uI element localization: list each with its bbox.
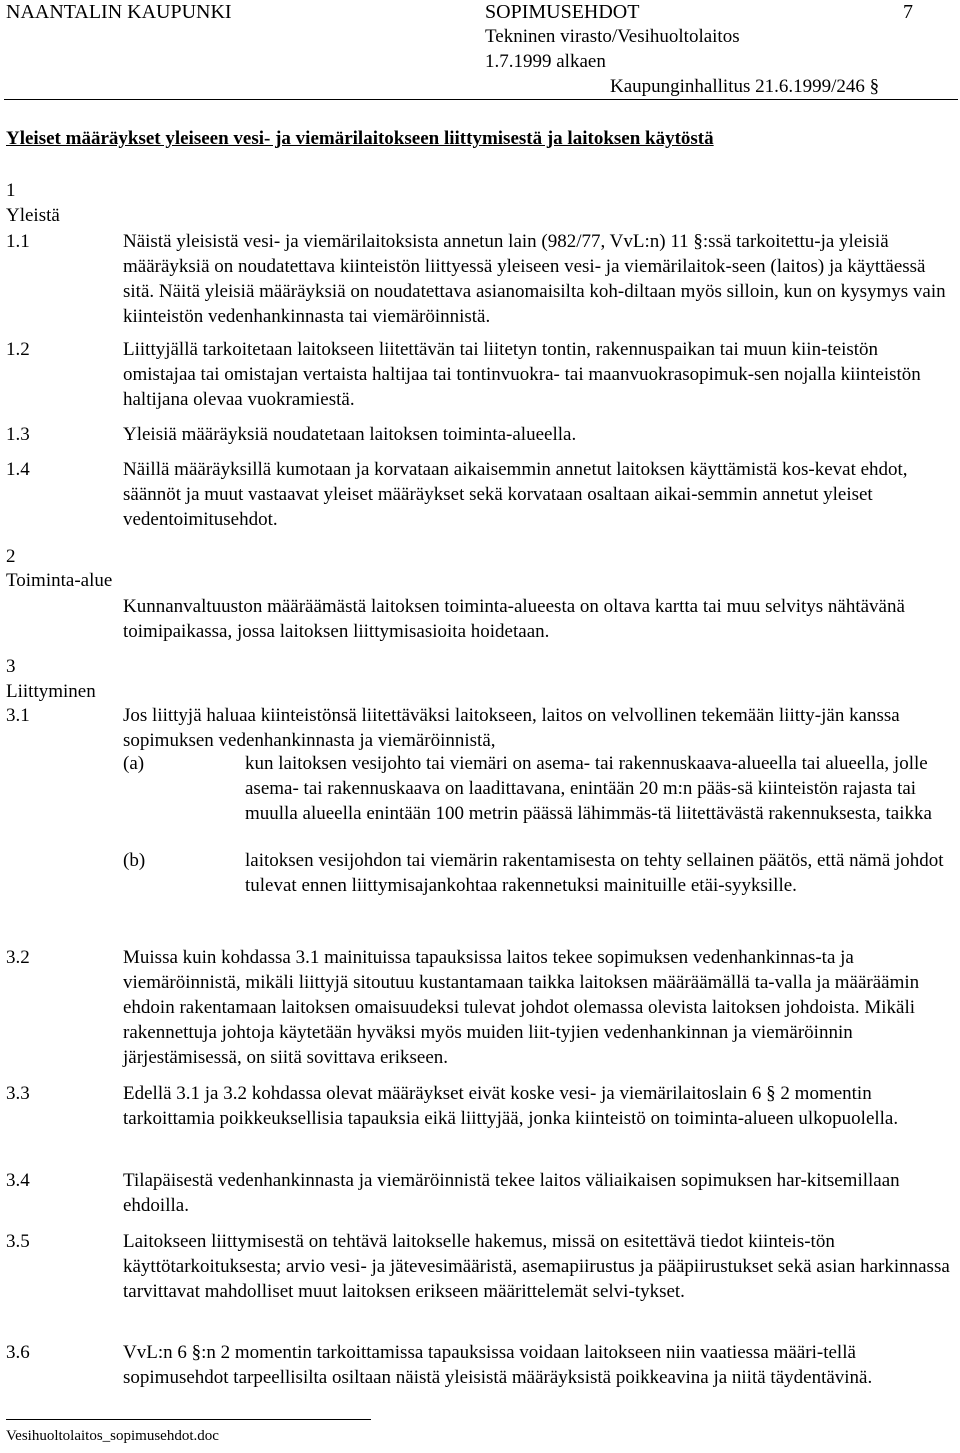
item-number: 1.3 xyxy=(6,424,30,445)
section-number: 1 xyxy=(6,180,16,201)
item-number: 1.1 xyxy=(6,231,30,252)
section-text: Kunnanvaltuuston määräämästä laitoksen toiminta-alueesta on oltava kartta tai muu selvitys nähtävänä toimipaikassa, jossa laitoksen liittymisasioita hoidetaan. xyxy=(123,596,905,642)
item-number: 3.2 xyxy=(6,947,30,968)
item-text: VvL:n 6 §:n 2 momentin tarkoittamissa tapauksissa voidaan laitokseen niin vaatiessa määri-tellä sopimusehdot tarpeellisilta osiltaan näistä yleisistä määräyksistä poikkeavina ja niitä täydentävinä. xyxy=(123,1342,873,1388)
header-city: NAANTALIN KAUPUNKI xyxy=(6,1,232,23)
item-text: Edellä 3.1 ja 3.2 kohdassa olevat määräykset eivät koske vesi- ja viemärilaitoslain 6 § 2 momentin tarkoittamia poikkeuksellisia tapauksia eikä liittyjää, jonka kiinteistö on toiminta-alueen ulkopuolella. xyxy=(123,1083,899,1129)
item-number: 3.5 xyxy=(6,1231,30,1252)
sub-item-label: (b) xyxy=(123,850,146,871)
item-number: 3.1 xyxy=(6,705,30,726)
item-number: 3.4 xyxy=(6,1170,30,1191)
sub-item-label: (a) xyxy=(123,753,145,774)
item-number: 1.4 xyxy=(6,459,30,480)
item-text: Jos liittyjä haluaa kiinteistönsä liitettäväksi laitokseen, laitos on velvollinen tekemään liitty-jän kanssa sopimuksen vedenhankinnasta ja viemäröinnistä, xyxy=(123,705,900,751)
header-doc-type: SOPIMUSEHDOT xyxy=(485,1,640,23)
sub-item-text: laitoksen vesijohdon tai viemärin rakentamisesta on tehty sellainen päätös, että nämä johdot tulevat ennen liittymisajankohtaa rakennetuksi mainituille etäi-syyksille. xyxy=(245,850,944,896)
item-text: Näistä yleisistä vesi- ja viemärilaitoksista annetun lain (982/77, VvL:n) 11 §:ssä tarkoitettu-ja yleisiä määräyksiä on noudatettava kiinteistön liittyessä yleiseen vesi- ja viemärilaitok-seen (laitos) ja käyttäessä sitä. Näitä yleisiä määräyksiä on noudatettava asianomaisilta koh-diltaan myös silloin, kun on kysymys vain kiinteistön vedenhankinnasta tai viemäröinnistä. xyxy=(123,231,946,327)
page-number: 7 xyxy=(903,1,913,23)
section-title: Yleistä xyxy=(6,205,60,226)
item-text: Muissa kuin kohdassa 3.1 mainituissa tapauksissa laitos tekee sopimuksen vedenhankinnas-ta ja viemäröinnistä, mikäli liittyjä sitoutuu kustantamaan taikka laitoksen määräämällä ta-valla ja määräämin ehdoin rakentamaan laitoksen omaisuudeksi tulevat johdot olemassa olevista laitoksen johdoista. Mikäli rakennettuja johtoja käytetään hyväksi myös muiden liit-tyjien vedenhankinnan ja viemäröinnin järjestämisessä, on siitä sovittava erikseen. xyxy=(123,947,920,1068)
header-valid-from: 1.7.1999 alkaen xyxy=(485,51,606,72)
item-text: Yleisiä määräyksiä noudatetaan laitoksen toiminta-alueella. xyxy=(123,424,577,445)
section-number: 2 xyxy=(6,546,16,567)
section-number: 3 xyxy=(6,656,16,677)
item-number: 1.2 xyxy=(6,339,30,360)
item-text: Laitokseen liittymisestä on tehtävä laitokselle hakemus, missä on esitettävä tiedot kiinteis-tön käyttötarkoituksesta; arvio vesi- ja jätevesimääristä, asemapiirustus ja pääpiirustukset sekä asian harkinnassa tarvittavat mahdolliset muut laitoksen erikseen määrittelemät selvi-tykset. xyxy=(123,1231,950,1302)
item-text: Näillä määräyksillä kumotaan ja korvataan aikaisemmin annetut laitoksen käyttämistä kos-kevat ehdot, säännöt ja muut vastaavat yleiset määräykset sekä korvataan osaltaan aikai-semmin annetut yleiset vedentoimitusehdot. xyxy=(123,459,908,530)
item-text: Liittyjällä tarkoitetaan laitokseen liitettävän tai liitetyn tontin, rakennuspaikan tai muun kiin-teistön omistajaa tai omistajan vertaista haltijaa tai tontinvuokra- tai maanvuokrasopimuk-sen nojalla kiinteistön haltijana olevaa vuokramiestä. xyxy=(123,339,921,410)
header-decision: Kaupunginhallitus 21.6.1999/246 § xyxy=(610,76,880,97)
document-title: Yleiset määräykset yleiseen vesi- ja viemärilaitokseen liittymisestä ja laitoksen käytöstä xyxy=(6,128,714,149)
item-number: 3.3 xyxy=(6,1083,30,1104)
item-number: 3.6 xyxy=(6,1342,30,1363)
header-department: Tekninen virasto/Vesihuoltolaitos xyxy=(485,26,740,47)
footer-filename: Vesihuoltolaitos_sopimusehdot.doc xyxy=(6,1428,219,1444)
header-divider xyxy=(4,99,958,100)
section-title: Liittyminen xyxy=(6,681,96,702)
footer-divider xyxy=(6,1419,371,1420)
section-title: Toiminta-alue xyxy=(6,570,113,591)
item-text: Tilapäisestä vedenhankinnasta ja viemäröinnistä tekee laitos väliaikaisen sopimuksen har-kitsemillaan ehdoilla. xyxy=(123,1170,900,1216)
sub-item-text: kun laitoksen vesijohto tai viemäri on asema- tai rakennuskaava-alueella tai alueella, jolle asema- tai rakennuskaava on laadittavana, enintään 20 m:n pääs-sä kiinteistön rajasta tai muulla alueella enintään 100 metrin päässä lähimmäs-tä liitettävästä rakennuksesta, taikka xyxy=(245,753,932,824)
